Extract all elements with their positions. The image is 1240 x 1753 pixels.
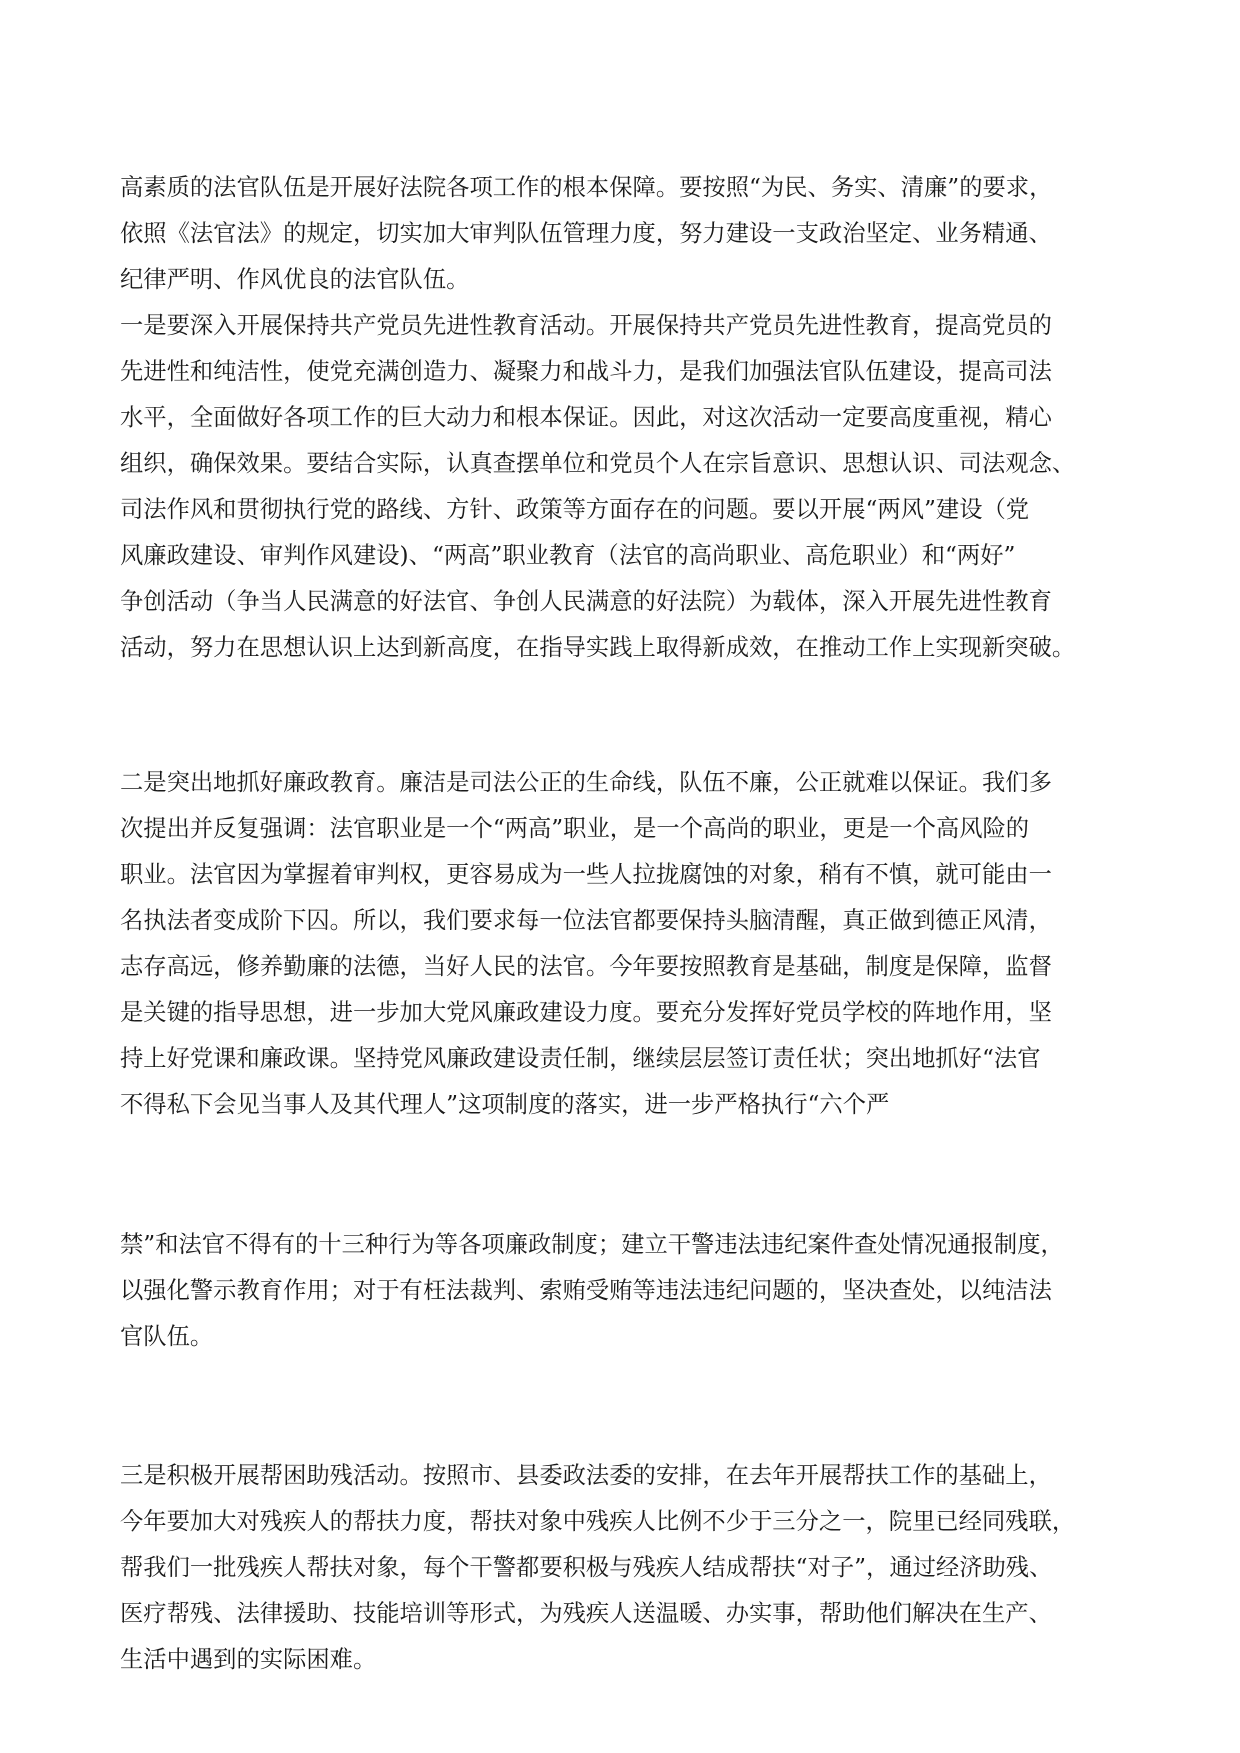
text-line: 高素质的法官队伍是开展好法院各项工作的根本保障。要按照“为民、务实、清廉”的要求， bbox=[120, 174, 1053, 201]
text-line: 以强化警示教育作用；对于有枉法裁判、索贿受贿等违法违纪问题的，坚决查处，以纯洁法 bbox=[120, 1277, 1052, 1304]
text-line: 是关键的指导思想，进一步加大党风廉政建设力度。要充分发挥好党员学校的阵地作用，坚 bbox=[120, 999, 1052, 1026]
text-line: 司法作风和贯彻执行党的路线、方针、政策等方面存在的问题。要以开展“两风”建设（党 bbox=[120, 496, 1030, 523]
paragraph-two bbox=[120, 760, 1122, 1128]
text-line: 二是突出地抓好廉政教育。廉洁是司法公正的生命线，队伍不廉，公正就难以保证。我们多 bbox=[120, 769, 1052, 796]
text-line: 生活中遇到的实际困难。 bbox=[120, 1646, 377, 1673]
text-line: 次提出并反复强调：法官职业是一个“两高”职业，是一个高尚的职业，更是一个高风险的 bbox=[120, 815, 1030, 842]
text-line: 职业。法官因为掌握着审判权，更容易成为一些人拉拢腐蚀的对象，稍有不慎，就可能由一 bbox=[120, 861, 1052, 888]
paragraph-intro bbox=[120, 165, 1122, 303]
text-line: 今年要加大对残疾人的帮扶力度，帮扶对象中残疾人比例不少于三分之一，院里已经同残联， bbox=[120, 1508, 1076, 1535]
paragraph-three bbox=[120, 1453, 1122, 1683]
text-line: 帮我们一批残疾人帮扶对象，每个干警都要积极与残疾人结成帮扶“对子”，通过经济助残、 bbox=[120, 1554, 1053, 1581]
text-line: 水平，全面做好各项工作的巨大动力和根本保证。因此，对这次活动一定要高度重视，精心 bbox=[120, 404, 1052, 431]
text-line: 依照《法官法》的规定，切实加大审判队伍管理力度，努力建设一支政治坚定、业务精通、 bbox=[120, 220, 1052, 247]
text-line: 禁”和法官不得有的十三种行为等各项廉政制度；建立干警违法违纪案件查处情况通报制度， bbox=[120, 1231, 1064, 1258]
text-line: 三是积极开展帮困助残活动。按照市、县委政法委的安排，在去年开展帮扶工作的基础上， bbox=[120, 1462, 1052, 1489]
text-line: 一是要深入开展保持共产党员先进性教育活动。开展保持共产党员先进性教育，提高党员的 bbox=[120, 312, 1052, 339]
text-line: 风廉政建设、审判作风建设)、“两高”职业教育（法官的高尚职业、高危职业）和“两好” bbox=[120, 542, 1016, 569]
text-line: 先进性和纯洁性，使党充满创造力、凝聚力和战斗力，是我们加强法官队伍建设，提高司法 bbox=[120, 358, 1052, 385]
text-line: 持上好党课和廉政课。坚持党风廉政建设责任制，继续层层签订责任状；突出地抓好“法官 bbox=[120, 1045, 1041, 1072]
paragraph-one bbox=[120, 303, 1122, 671]
text-line: 官队伍。 bbox=[120, 1323, 214, 1350]
text-line: 活动，努力在思想认识上达到新高度，在指导实践上取得新成效，在推动工作上实现新突破。 bbox=[120, 634, 1076, 661]
text-line: 争创活动（争当人民满意的好法官、争创人民满意的好法院）为载体，深入开展先进性教育 bbox=[120, 588, 1052, 615]
paragraph-two-continued bbox=[120, 1222, 1122, 1360]
text-line: 纪律严明、作风优良的法官队伍。 bbox=[120, 266, 470, 293]
text-line: 不得私下会见当事人及其代理人”这项制度的落实，进一步严格执行“六个严 bbox=[120, 1091, 890, 1118]
text-line: 医疗帮残、法律援助、技能培训等形式，为残疾人送温暖、办实事，帮助他们解决在生产、 bbox=[120, 1600, 1052, 1627]
text-line: 组织，确保效果。要结合实际，认真查摆单位和党员个人在宗旨意识、思想认识、司法观念、 bbox=[120, 450, 1076, 477]
text-line: 志存高远，修养勤廉的法德，当好人民的法官。今年要按照教育是基础，制度是保障，监督 bbox=[120, 953, 1052, 980]
text-line: 名执法者变成阶下囚。所以，我们要求每一位法官都要保持头脑清醒，真正做到德正风清， bbox=[120, 907, 1052, 934]
